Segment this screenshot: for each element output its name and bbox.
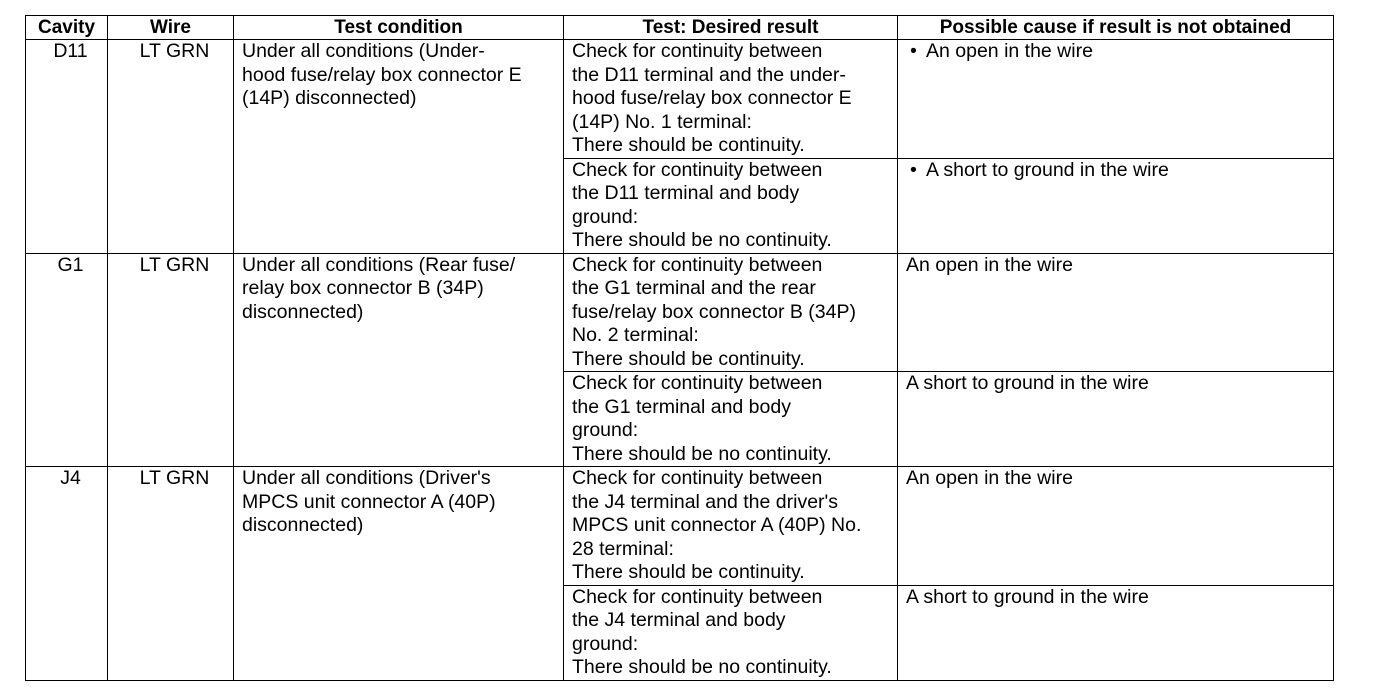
- possible-cause-text: An open in the wire: [926, 40, 1093, 62]
- header-cavity: Cavity: [26, 16, 108, 40]
- header-wire: Wire: [108, 16, 234, 40]
- bullet-marker: •: [910, 40, 917, 62]
- test-condition-cell: Under all conditions (Rear fuse/ relay box connector B (34P) disconnected): [234, 253, 564, 467]
- possible-cause-text: A short to ground in the wire: [926, 158, 1169, 181]
- wire-test-table: [25, 15, 1334, 681]
- possible-cause-cell: A short to ground in the wire: [898, 585, 1334, 680]
- possible-cause-cell: An open in the wire: [898, 253, 1334, 372]
- cavity-cell: D11: [26, 40, 108, 254]
- possible-cause-cell: [898, 40, 1334, 159]
- desired-result-cell: Check for continuity between the J4 terminal and the driver's MPCS unit connector A (40P) No. 28 terminal: There should be continuity.: [564, 467, 898, 586]
- test-condition-cell: Under all conditions (Driver's MPCS unit connector A (40P) disconnected): [234, 467, 564, 681]
- desired-result-cell: Check for continuity between the J4 terminal and body ground: There should be no continuity.: [564, 585, 898, 680]
- cavity-cell: J4: [26, 467, 108, 681]
- header-test-condition: Test condition: [234, 16, 564, 40]
- desired-result-cell: Check for continuity between the G1 terminal and body ground: There should be no continuity.: [564, 372, 898, 467]
- table-row: [26, 40, 1334, 159]
- possible-cause-cell: [898, 158, 1334, 253]
- table-header-row: [26, 16, 1334, 40]
- desired-result-cell: Check for continuity between the D11 terminal and body ground: There should be no continuity.: [564, 158, 898, 253]
- desired-result-cell: Check for continuity between the G1 terminal and the rear fuse/relay box connector B (34P) No. 2 terminal: There should be continuity.: [564, 253, 898, 372]
- bullet-marker: •: [910, 158, 917, 181]
- desired-result-cell: Check for continuity between the D11 terminal and the under- hood fuse/relay box connector E (14P) No. 1 terminal: There should be continuity.: [564, 40, 898, 159]
- wire-color-cell: LT GRN: [108, 253, 234, 467]
- table-row: [26, 467, 1334, 586]
- test-condition-cell: Under all conditions (Under- hood fuse/relay box connector E (14P) disconnected): [234, 40, 564, 254]
- table-row: [26, 253, 1334, 372]
- possible-cause-cell: A short to ground in the wire: [898, 372, 1334, 467]
- header-possible-cause: Possible cause if result is not obtained: [898, 16, 1334, 40]
- header-desired-result: Test: Desired result: [564, 16, 898, 40]
- cavity-cell: G1: [26, 253, 108, 467]
- wire-color-cell: LT GRN: [108, 40, 234, 254]
- wire-color-cell: LT GRN: [108, 467, 234, 681]
- possible-cause-cell: An open in the wire: [898, 467, 1334, 586]
